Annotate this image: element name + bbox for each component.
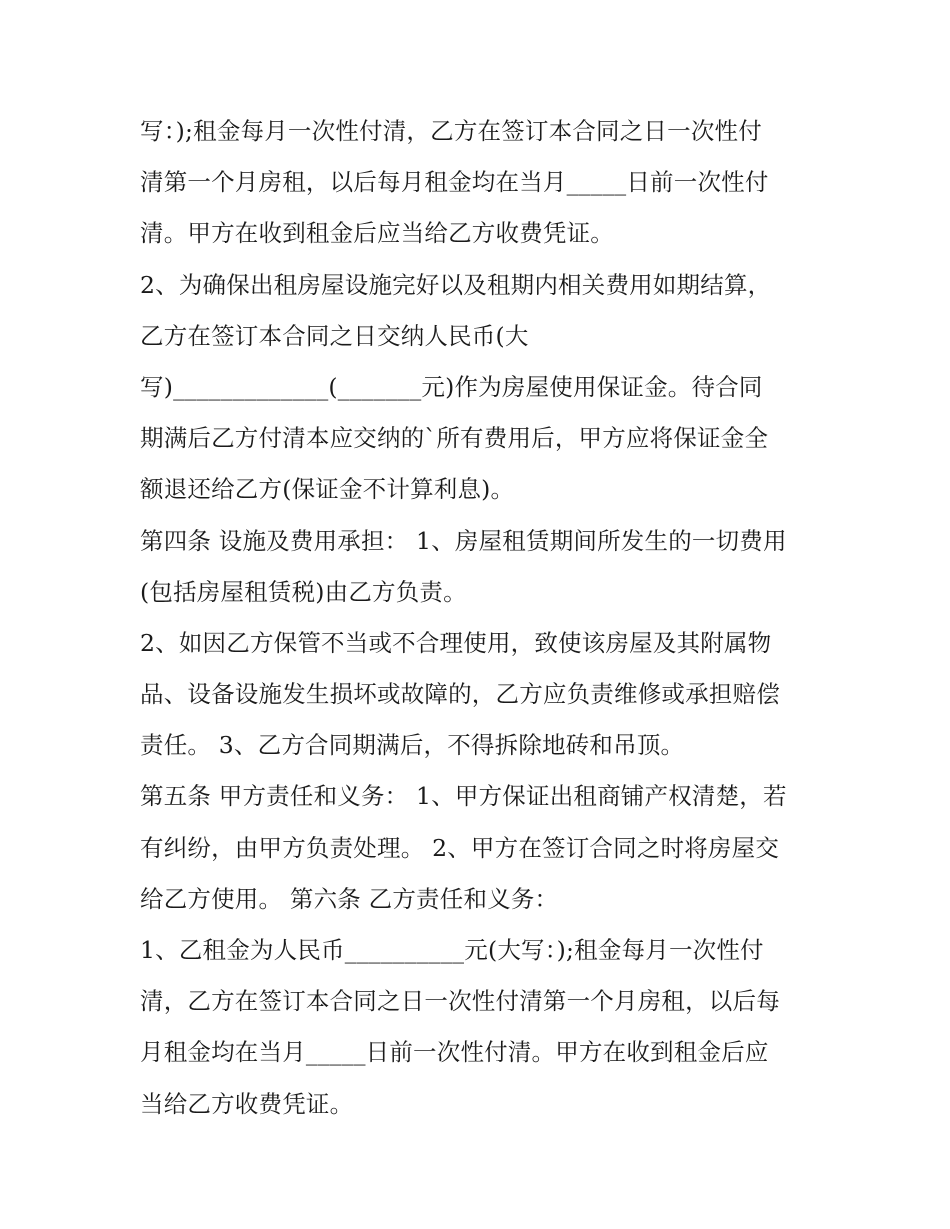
text-line: 2、如因乙方保管不当或不合理使用，致使该房屋及其附属物: [140, 628, 772, 657]
text-line: 当给乙方收费凭证。: [140, 1089, 354, 1118]
text-line: 给乙方使用。 第六条 乙方责任和义务：: [140, 884, 559, 913]
text-line: 乙方在签订本合同之日交纳人民币(大: [140, 321, 529, 350]
text-line: 清，乙方在签订本合同之日一次性付清第一个月房租，以后每: [140, 987, 780, 1016]
document-body: [140, 106, 820, 1130]
text-line: 额退还给乙方(保证金不计算利息)。: [140, 475, 515, 504]
text-line: 清。甲方在收到租金后应当给乙方收费凭证。: [140, 219, 614, 248]
text-line: 2、为确保出租房屋设施完好以及租期内相关费用如期结算，: [140, 270, 772, 299]
text-line: 写：);租金每月一次性付清，乙方在签订本合同之日一次性付: [140, 117, 762, 145]
text-line: 第五条 甲方责任和义务： 1、甲方保证出租商铺产权清楚，若: [140, 782, 787, 811]
text-line: 责任。 3、乙方合同期满后，不得拆除地砖和吊顶。: [140, 731, 685, 760]
text-line: 第四条 设施及费用承担： 1、房屋租赁期间所发生的一切费用: [140, 526, 787, 555]
text-line: 写)_____________(_______元)作为房屋使用保证金。待合同: [140, 372, 763, 401]
text-line: 清第一个月房租，以后每月租金均在当月_____日前一次性付: [140, 168, 769, 197]
text-line: 1、乙租金为人民币__________元(大写：);租金每月一次性付: [140, 936, 764, 964]
text-line: 有纠纷，由甲方负责处理。 2、甲方在签订合同之时将房屋交: [140, 833, 780, 862]
text-line: 期满后乙方付清本应交纳的`所有费用后，甲方应将保证金全: [140, 424, 769, 453]
text-line: (包括房屋租赁税)由乙方负责。: [140, 577, 467, 606]
text-line: 品、设备设施发生损坏或故障的，乙方应负责维修或承担赔偿: [140, 680, 780, 709]
text-line: 月租金均在当月_____日前一次性付清。甲方在收到租金后应: [140, 1038, 769, 1067]
